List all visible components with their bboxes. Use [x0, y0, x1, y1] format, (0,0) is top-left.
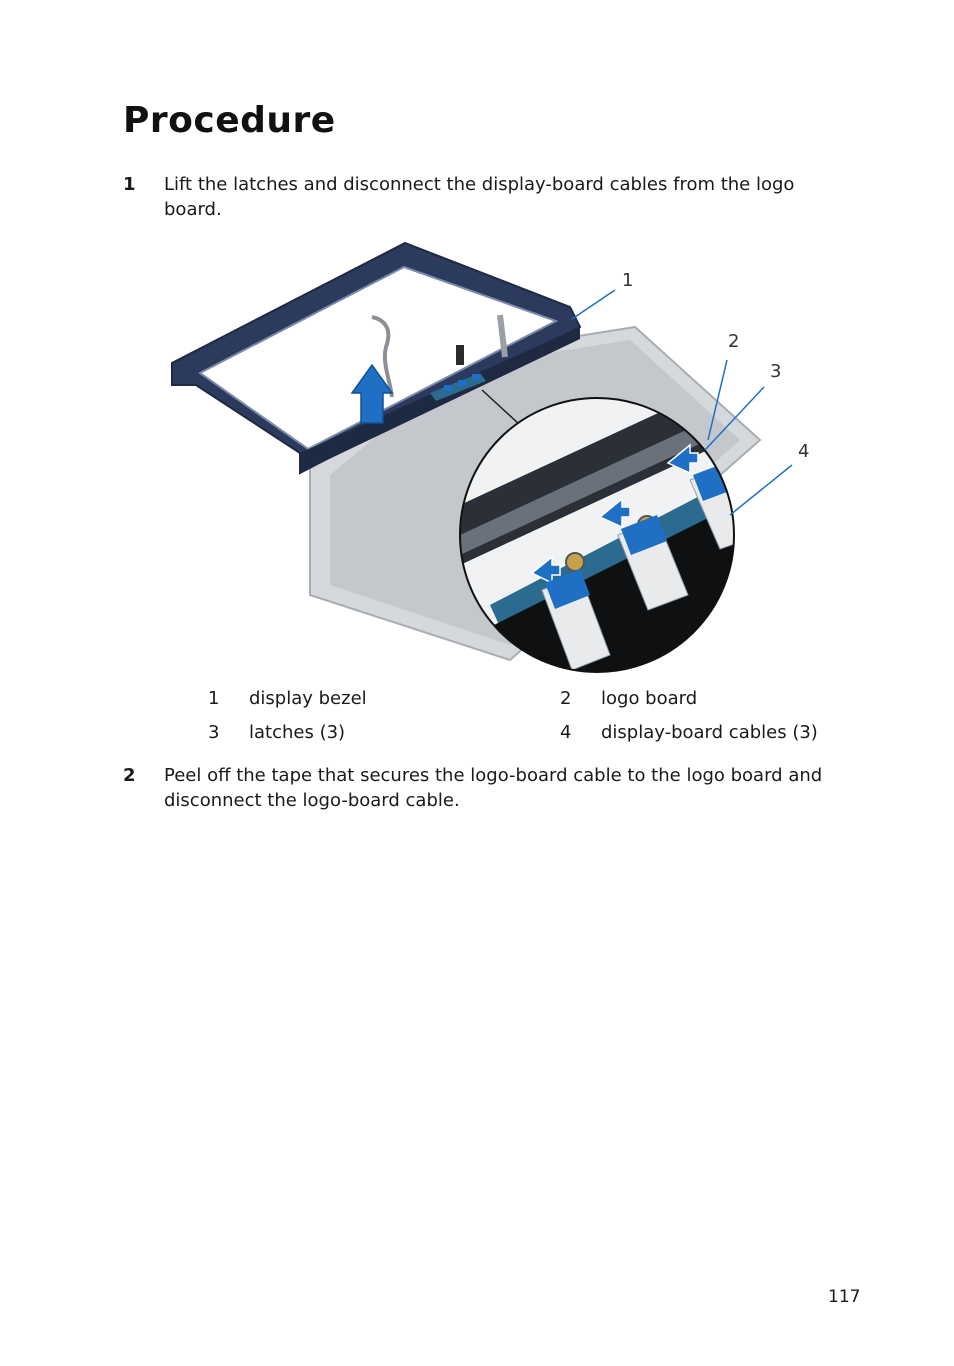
callout-line [572, 290, 615, 319]
legend-label: display bezel [249, 688, 367, 709]
latch [472, 374, 480, 380]
callout-4: 4 [798, 441, 810, 462]
legend-label: latches (3) [249, 722, 346, 743]
latch [458, 380, 466, 386]
legend-number: 4 [560, 722, 572, 743]
callout-3: 3 [770, 361, 782, 382]
display-bezel-illustration [160, 235, 820, 675]
page-title: Procedure [123, 100, 336, 141]
latch [444, 385, 452, 391]
procedure-figure [160, 235, 820, 675]
step-number: 2 [123, 765, 136, 786]
legend-label: logo board [601, 688, 698, 709]
step-number: 1 [123, 174, 136, 195]
screw [566, 553, 584, 571]
callout-line [730, 465, 792, 515]
page-number: 117 [828, 1287, 861, 1307]
legend-number: 1 [208, 688, 220, 709]
legend-label: display-board cables (3) [601, 722, 818, 743]
callout-2: 2 [728, 331, 740, 352]
step-text: Lift the latches and disconnect the display-board cables from the logo board. [164, 174, 795, 220]
legend-number: 2 [560, 688, 572, 709]
step-text: Peel off the tape that secures the logo-board cable to the logo board and disconnect the logo-board cable. [164, 765, 823, 811]
callout-1: 1 [622, 270, 634, 291]
legend-number: 3 [208, 722, 220, 743]
